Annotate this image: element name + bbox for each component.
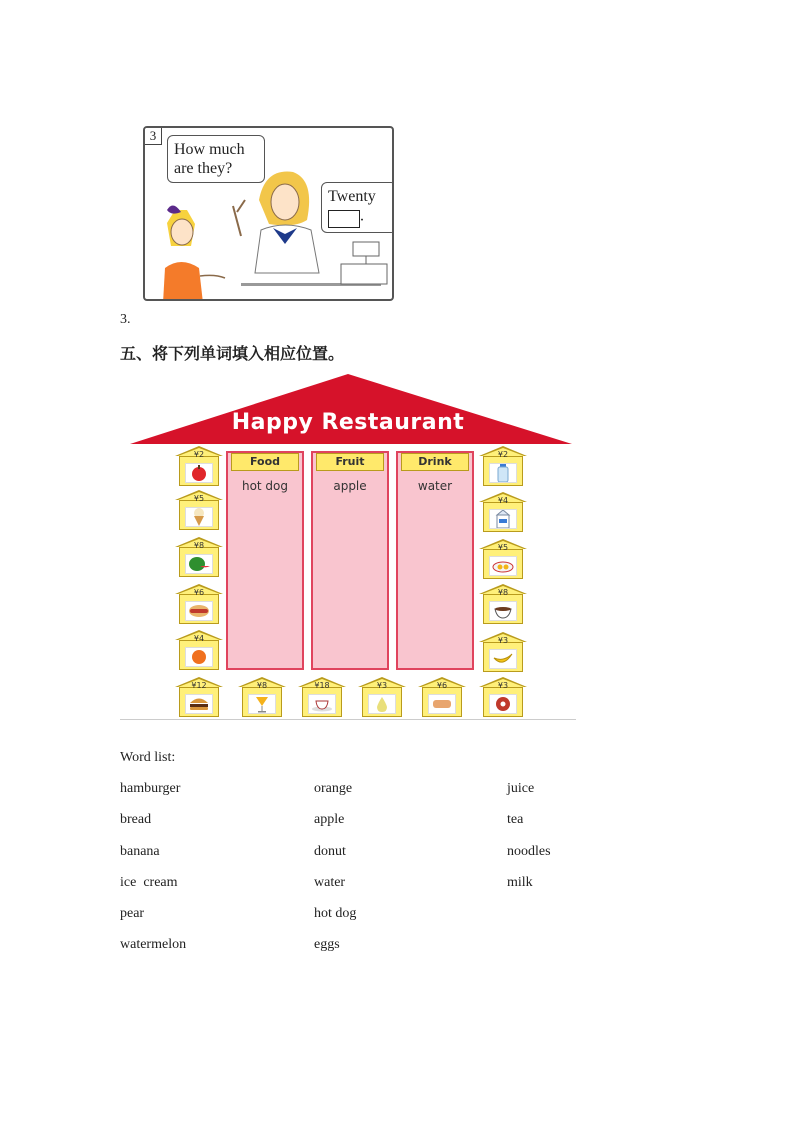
word-item: tea [507, 812, 524, 828]
food-column-header: Food [231, 453, 299, 471]
word-list-title: Word list: [120, 750, 176, 765]
price-label: ¥3 [376, 681, 388, 690]
price-label: ¥4 [497, 496, 509, 505]
price-label: ¥5 [193, 494, 205, 503]
apple-icon [185, 463, 213, 483]
noodles-bowl-icon [489, 601, 517, 621]
speech-bubble-answer: Twenty . [321, 182, 394, 233]
donut-icon [489, 694, 517, 714]
price-label: ¥8 [193, 541, 205, 550]
price-label: ¥8 [256, 681, 268, 690]
menu-item-pear [358, 677, 406, 717]
question-number: 3. [120, 312, 131, 327]
menu-item-ice-cream [175, 490, 223, 530]
word-item: orange [314, 781, 353, 796]
menu-item-noodles [479, 584, 527, 624]
fruit-column-header: Fruit [316, 453, 384, 471]
drink-column[interactable] [396, 451, 474, 670]
price-label: ¥18 [314, 681, 330, 690]
restaurant-title: Happy Restaurant [231, 410, 465, 435]
word-item: pear [120, 906, 145, 922]
comic-panel [143, 126, 394, 301]
section-title: 五、将下列单词填入相应位置。 [120, 344, 345, 363]
price-label: ¥6 [436, 681, 448, 690]
word-item: hot dog [314, 906, 357, 922]
menu-item-banana [479, 632, 527, 672]
eggs-icon [489, 556, 517, 576]
price-label: ¥3 [497, 681, 509, 690]
menu-item-donut [479, 677, 527, 717]
price-label: ¥2 [193, 450, 205, 459]
menu-item-orange [175, 630, 223, 670]
drink-column-item: water [417, 479, 453, 493]
word-item: donut [314, 843, 346, 859]
price-label: ¥2 [497, 450, 509, 459]
price-label: ¥12 [191, 681, 207, 690]
menu-item-eggs [479, 539, 527, 579]
word-item: noodles [507, 843, 551, 859]
menu-item-hamburger [175, 677, 223, 717]
fruit-column[interactable] [311, 451, 389, 670]
food-column[interactable] [226, 451, 304, 670]
pear-icon [368, 694, 396, 714]
answer-blank[interactable] [328, 210, 360, 228]
bread-icon [428, 694, 456, 714]
hamburger-icon [185, 694, 213, 714]
watermelon-icon [185, 554, 213, 574]
menu-item-tea [298, 677, 346, 717]
price-label: ¥4 [193, 634, 205, 643]
word-list-column-1 [120, 781, 186, 969]
ice-cream-icon [185, 507, 213, 527]
word-item: bread [120, 812, 152, 828]
food-column-item: hot dog [241, 479, 289, 493]
menu-item-water [479, 446, 527, 486]
menu-item-apple [175, 446, 223, 486]
price-label: ¥8 [497, 588, 509, 597]
panel-number: 3 [145, 128, 162, 145]
menu-item-milk [479, 492, 527, 532]
menu-item-watermelon [175, 537, 223, 577]
price-label: ¥6 [193, 588, 205, 597]
juice-icon [248, 694, 276, 714]
menu-item-bread [418, 677, 466, 717]
word-item: watermelon [120, 937, 187, 953]
word-list-column-2 [314, 781, 356, 969]
happy-restaurant-diagram [120, 372, 576, 722]
menu-item-hot-dog [175, 584, 223, 624]
tea-icon [308, 694, 336, 714]
water-bottle-icon [489, 463, 517, 483]
word-item: eggs [314, 937, 340, 953]
menu-item-juice [238, 677, 286, 717]
answer-text: Twenty [328, 188, 376, 205]
word-item: milk [507, 874, 533, 890]
drink-column-header: Drink [401, 453, 469, 471]
word-item: hamburger [120, 781, 181, 796]
divider [120, 719, 576, 720]
word-item: water [314, 874, 346, 890]
fruit-column-item: apple [333, 479, 367, 493]
word-list-column-3 [507, 781, 551, 906]
hot-dog-icon [185, 601, 213, 621]
word-item: banana [120, 843, 160, 859]
speech-bubble-question: How much are they? [167, 135, 265, 183]
word-item: juice [507, 781, 535, 796]
orange-icon [185, 647, 213, 667]
banana-icon [489, 649, 517, 669]
price-label: ¥5 [497, 543, 509, 552]
word-item: apple [314, 812, 345, 828]
milk-carton-icon [489, 509, 517, 529]
word-item: ice cream [120, 874, 178, 890]
price-label: ¥3 [497, 636, 509, 645]
